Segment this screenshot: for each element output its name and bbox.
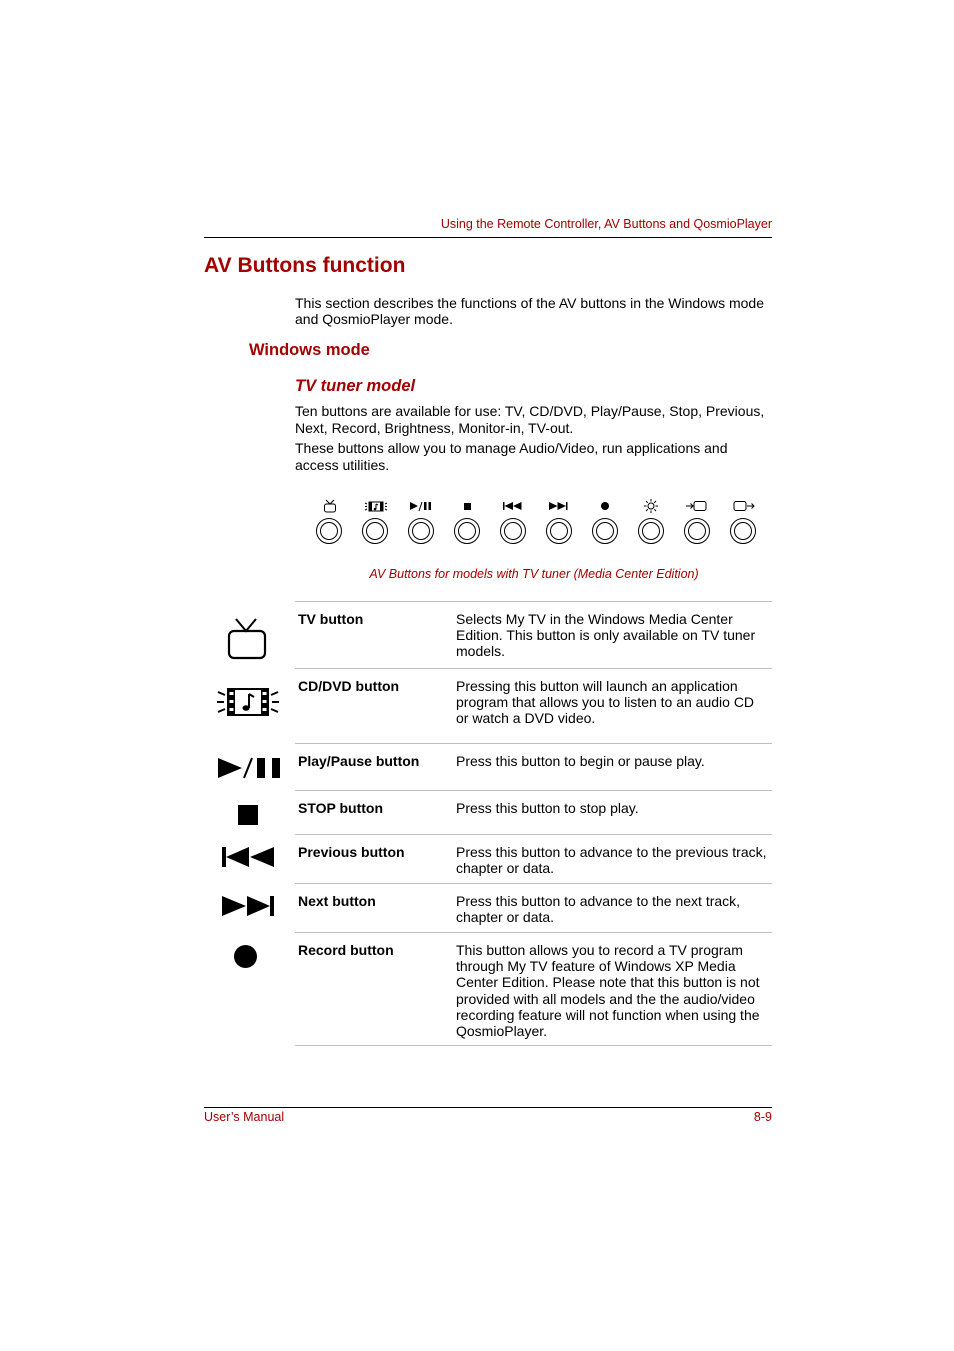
table-row: [295, 602, 772, 669]
button-knob: [316, 518, 342, 544]
sub-subsection-title: TV tuner model: [295, 377, 416, 395]
button-knob: [638, 518, 664, 544]
next-icon: [221, 896, 277, 916]
cd-dvd-icon: [353, 498, 399, 514]
button-name: Play/Pause button: [298, 753, 420, 769]
figure-button-monitor-in: [675, 496, 721, 548]
brightness-icon: [629, 498, 675, 514]
figure-button-previous: [491, 496, 537, 548]
table-row: [295, 669, 772, 744]
subsection-title: Windows mode: [249, 341, 370, 359]
figure-caption: AV Buttons for models with TV tuner (Media Center Edition): [369, 567, 699, 581]
page-number: 8-9: [753, 1110, 772, 1124]
cd-dvd-icon: [216, 686, 280, 718]
table-row: [295, 884, 772, 933]
figure-button-tv-out: [721, 496, 767, 548]
button-knob: [546, 518, 572, 544]
record-icon: [233, 944, 259, 970]
next-icon: [537, 498, 583, 514]
paragraph-buttons-available: Ten buttons are available for use: TV, CD/DVD, Play/Pause, Stop, Previous, Next, Record, Brightness, Monitor-in, TV-out.: [295, 403, 765, 436]
previous-icon: [221, 847, 277, 867]
button-knob: [500, 518, 526, 544]
button-name: STOP button: [298, 800, 384, 816]
tv-icon: [307, 498, 353, 514]
figure-button-tv: [307, 496, 353, 548]
button-description: Press this button to begin or pause play.: [456, 753, 705, 769]
figure-button-play-pause: [399, 496, 445, 548]
tv-out-icon: [721, 498, 767, 514]
play-pause-icon: [217, 757, 283, 779]
button-description: Press this button to advance to the next track, chapter or data.: [456, 893, 741, 926]
button-knob: [592, 518, 618, 544]
button-knob: [454, 518, 480, 544]
tv-icon: [224, 617, 268, 661]
figure-button-record: [583, 496, 629, 548]
footer-rule: [204, 1107, 772, 1108]
button-description: Pressing this button will launch an application program that allows you to listen to an audio CD or watch a DVD video.: [456, 678, 755, 727]
section-title: AV Buttons function: [204, 254, 406, 277]
button-description: Press this button to stop play.: [456, 800, 639, 816]
table-row: [295, 835, 772, 884]
stop-icon: [445, 498, 491, 514]
button-knob: [362, 518, 388, 544]
figure-button-cd-dvd: [353, 496, 399, 548]
button-function-table: [295, 601, 772, 1046]
button-knob: [408, 518, 434, 544]
figure-button-brightness: [629, 496, 675, 548]
button-knob: [730, 518, 756, 544]
section-intro: This section describes the functions of the AV buttons in the Windows mode and QosmioPlayer mode.: [295, 295, 764, 327]
monitor-in-icon: [675, 498, 721, 514]
button-knob: [684, 518, 710, 544]
table-row: [295, 791, 772, 835]
stop-icon: [237, 804, 259, 826]
button-name: Record button: [298, 942, 394, 958]
table-row: [295, 744, 772, 791]
button-name: Previous button: [298, 844, 405, 860]
button-description: Selects My TV in the Windows Media Center Edition. This button is only available on TV tuner models.: [456, 611, 756, 660]
av-buttons-figure: [307, 496, 767, 548]
button-name: Next button: [298, 893, 376, 909]
running-header: Using the Remote Controller, AV Buttons and QosmioPlayer: [440, 217, 772, 231]
table-row: [295, 933, 772, 1046]
record-icon: [583, 498, 629, 514]
button-description: Press this button to advance to the previous track, chapter or data.: [456, 844, 767, 877]
button-name: TV button: [298, 611, 364, 627]
play-pause-icon: [399, 498, 445, 514]
paragraph-buttons-purpose: These buttons allow you to manage Audio/Video, run applications and access utilities.: [295, 440, 728, 473]
button-description: This button allows you to record a TV program through My TV feature of Windows XP Media Center Edition. Please note that this button is not provided with all models and the the audio/video recording feature will not function when using the QosmioPlayer.: [456, 942, 760, 1040]
figure-button-stop: [445, 496, 491, 548]
button-name: CD/DVD button: [298, 678, 400, 694]
previous-icon: [491, 498, 537, 514]
figure-button-next: [537, 496, 583, 548]
footer-manual-title: User’s Manual: [204, 1110, 285, 1124]
header-rule: [204, 237, 772, 238]
